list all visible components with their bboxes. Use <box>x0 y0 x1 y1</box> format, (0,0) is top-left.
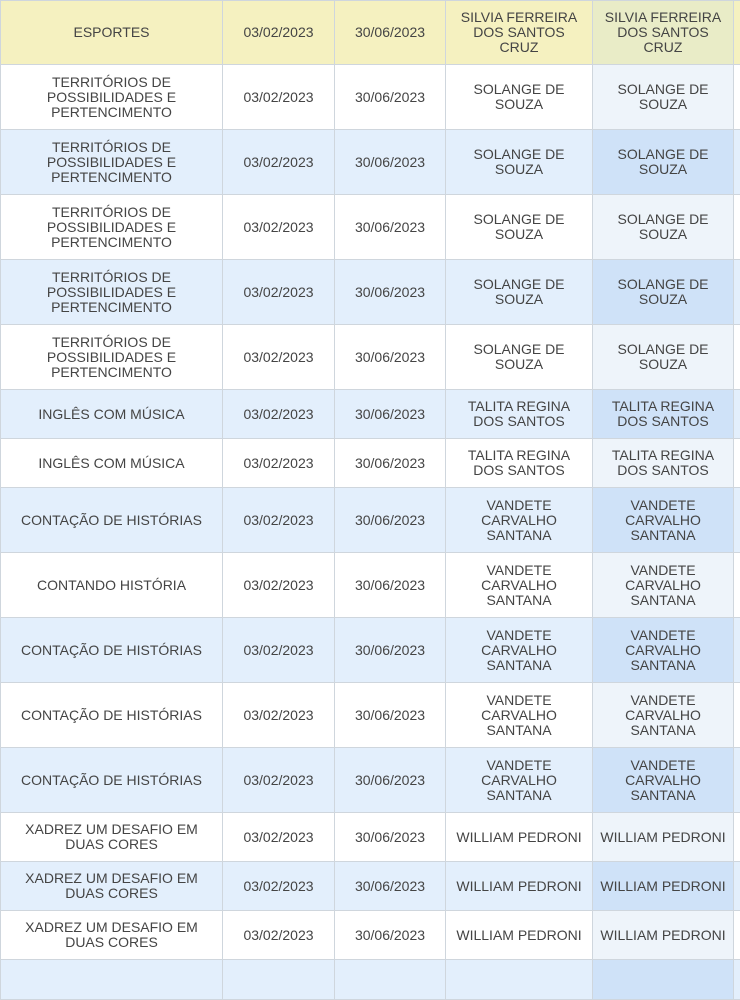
row-edge-cell <box>734 813 740 862</box>
end-date-cell: 30/06/2023 <box>335 1 446 65</box>
start-date-cell: 03/02/2023 <box>223 911 335 960</box>
start-date-cell: 03/02/2023 <box>223 65 335 130</box>
end-date-cell: 30/06/2023 <box>335 390 446 439</box>
row-edge-cell <box>734 1 740 65</box>
row-edge-cell <box>734 390 740 439</box>
start-date-cell <box>223 960 335 1000</box>
start-date-cell: 03/02/2023 <box>223 195 335 260</box>
start-date-cell: 03/02/2023 <box>223 260 335 325</box>
activity-cell <box>1 960 223 1000</box>
teacher-cell: VANDETE CARVALHO SANTANA <box>446 488 593 553</box>
end-date-cell: 30/06/2023 <box>335 748 446 813</box>
table-row[interactable] <box>1 65 740 130</box>
row-edge-cell <box>734 683 740 748</box>
teacher-cell: SOLANGE DE SOUZA <box>446 65 593 130</box>
teacher-cell: VANDETE CARVALHO SANTANA <box>446 553 593 618</box>
row-edge-cell <box>734 862 740 911</box>
activity-cell: TERRITÓRIOS DE POSSIBILIDADES E PERTENCIMENTO <box>1 130 223 195</box>
end-date-cell: 30/06/2023 <box>335 260 446 325</box>
row-edge-cell <box>734 618 740 683</box>
start-date-cell: 03/02/2023 <box>223 130 335 195</box>
table-row[interactable] <box>1 553 740 618</box>
start-date-cell: 03/02/2023 <box>223 439 335 488</box>
row-edge-cell <box>734 325 740 390</box>
teacher-cell: WILLIAM PEDRONI <box>446 862 593 911</box>
row-edge-cell <box>734 488 740 553</box>
end-date-cell: 30/06/2023 <box>335 813 446 862</box>
teacher-cell: TALITA REGINA DOS SANTOS <box>446 439 593 488</box>
responsible-cell: VANDETE CARVALHO SANTANA <box>593 618 734 683</box>
activity-cell: ESPORTES <box>1 1 223 65</box>
teacher-cell: VANDETE CARVALHO SANTANA <box>446 683 593 748</box>
responsible-cell: VANDETE CARVALHO SANTANA <box>593 683 734 748</box>
teacher-cell: WILLIAM PEDRONI <box>446 813 593 862</box>
activity-cell: TERRITÓRIOS DE POSSIBILIDADES E PERTENCIMENTO <box>1 195 223 260</box>
table-row[interactable] <box>1 1 740 65</box>
teacher-cell: SOLANGE DE SOUZA <box>446 325 593 390</box>
table-row[interactable] <box>1 813 740 862</box>
activity-cell: TERRITÓRIOS DE POSSIBILIDADES E PERTENCIMENTO <box>1 260 223 325</box>
teacher-cell: SOLANGE DE SOUZA <box>446 130 593 195</box>
activity-cell: INGLÊS COM MÚSICA <box>1 390 223 439</box>
row-edge-cell <box>734 195 740 260</box>
start-date-cell: 03/02/2023 <box>223 813 335 862</box>
end-date-cell: 30/06/2023 <box>335 618 446 683</box>
table-row[interactable] <box>1 618 740 683</box>
end-date-cell: 30/06/2023 <box>335 195 446 260</box>
start-date-cell: 03/02/2023 <box>223 683 335 748</box>
responsible-cell <box>593 960 734 1000</box>
start-date-cell: 03/02/2023 <box>223 325 335 390</box>
teacher-cell <box>446 960 593 1000</box>
table-row[interactable] <box>1 862 740 911</box>
teacher-cell: VANDETE CARVALHO SANTANA <box>446 618 593 683</box>
end-date-cell: 30/06/2023 <box>335 911 446 960</box>
activity-cell: TERRITÓRIOS DE POSSIBILIDADES E PERTENCIMENTO <box>1 65 223 130</box>
responsible-cell: VANDETE CARVALHO SANTANA <box>593 488 734 553</box>
row-edge-cell <box>734 911 740 960</box>
table-row[interactable] <box>1 195 740 260</box>
activity-cell: CONTAÇÃO DE HISTÓRIAS <box>1 618 223 683</box>
activity-cell: TERRITÓRIOS DE POSSIBILIDADES E PERTENCIMENTO <box>1 325 223 390</box>
activity-cell: CONTAÇÃO DE HISTÓRIAS <box>1 488 223 553</box>
row-edge-cell <box>734 960 740 1000</box>
responsible-cell: TALITA REGINA DOS SANTOS <box>593 439 734 488</box>
start-date-cell: 03/02/2023 <box>223 553 335 618</box>
activity-cell: CONTAÇÃO DE HISTÓRIAS <box>1 683 223 748</box>
responsible-cell: SOLANGE DE SOUZA <box>593 260 734 325</box>
end-date-cell <box>335 960 446 1000</box>
end-date-cell: 30/06/2023 <box>335 683 446 748</box>
table-row[interactable] <box>1 439 740 488</box>
activity-cell: XADREZ UM DESAFIO EM DUAS CORES <box>1 911 223 960</box>
row-edge-cell <box>734 439 740 488</box>
responsible-cell: WILLIAM PEDRONI <box>593 813 734 862</box>
responsible-cell: WILLIAM PEDRONI <box>593 911 734 960</box>
teacher-cell: TALITA REGINA DOS SANTOS <box>446 390 593 439</box>
row-edge-cell <box>734 553 740 618</box>
start-date-cell: 03/02/2023 <box>223 390 335 439</box>
activity-cell: CONTANDO HISTÓRIA <box>1 553 223 618</box>
activity-cell: XADREZ UM DESAFIO EM DUAS CORES <box>1 862 223 911</box>
teacher-cell: SILVIA FERREIRA DOS SANTOS CRUZ <box>446 1 593 65</box>
row-edge-cell <box>734 130 740 195</box>
activity-cell: CONTAÇÃO DE HISTÓRIAS <box>1 748 223 813</box>
responsible-cell: SOLANGE DE SOUZA <box>593 195 734 260</box>
teacher-cell: WILLIAM PEDRONI <box>446 911 593 960</box>
end-date-cell: 30/06/2023 <box>335 439 446 488</box>
responsible-cell: SOLANGE DE SOUZA <box>593 130 734 195</box>
table-row[interactable] <box>1 748 740 813</box>
end-date-cell: 30/06/2023 <box>335 130 446 195</box>
end-date-cell: 30/06/2023 <box>335 65 446 130</box>
responsible-cell: SILVIA FERREIRA DOS SANTOS CRUZ <box>593 1 734 65</box>
table-row[interactable] <box>1 325 740 390</box>
end-date-cell: 30/06/2023 <box>335 862 446 911</box>
table-row[interactable] <box>1 130 740 195</box>
end-date-cell: 30/06/2023 <box>335 553 446 618</box>
teacher-cell: VANDETE CARVALHO SANTANA <box>446 748 593 813</box>
activity-cell: XADREZ UM DESAFIO EM DUAS CORES <box>1 813 223 862</box>
table-row[interactable] <box>1 911 740 960</box>
teacher-cell: SOLANGE DE SOUZA <box>446 260 593 325</box>
table-row[interactable] <box>1 390 740 439</box>
table-row[interactable] <box>1 683 740 748</box>
end-date-cell: 30/06/2023 <box>335 325 446 390</box>
start-date-cell: 03/02/2023 <box>223 618 335 683</box>
activity-cell: INGLÊS COM MÚSICA <box>1 439 223 488</box>
responsible-cell: TALITA REGINA DOS SANTOS <box>593 390 734 439</box>
end-date-cell: 30/06/2023 <box>335 488 446 553</box>
responsible-cell: SOLANGE DE SOUZA <box>593 65 734 130</box>
start-date-cell: 03/02/2023 <box>223 1 335 65</box>
responsible-cell: WILLIAM PEDRONI <box>593 862 734 911</box>
responsible-cell: VANDETE CARVALHO SANTANA <box>593 553 734 618</box>
start-date-cell: 03/02/2023 <box>223 748 335 813</box>
row-edge-cell <box>734 748 740 813</box>
start-date-cell: 03/02/2023 <box>223 862 335 911</box>
start-date-cell: 03/02/2023 <box>223 488 335 553</box>
table-row[interactable] <box>1 488 740 553</box>
teacher-cell: SOLANGE DE SOUZA <box>446 195 593 260</box>
row-edge-cell <box>734 260 740 325</box>
responsible-cell: VANDETE CARVALHO SANTANA <box>593 748 734 813</box>
table-row[interactable] <box>1 260 740 325</box>
responsible-cell: SOLANGE DE SOUZA <box>593 325 734 390</box>
row-edge-cell <box>734 65 740 130</box>
table-row[interactable] <box>1 960 740 1000</box>
